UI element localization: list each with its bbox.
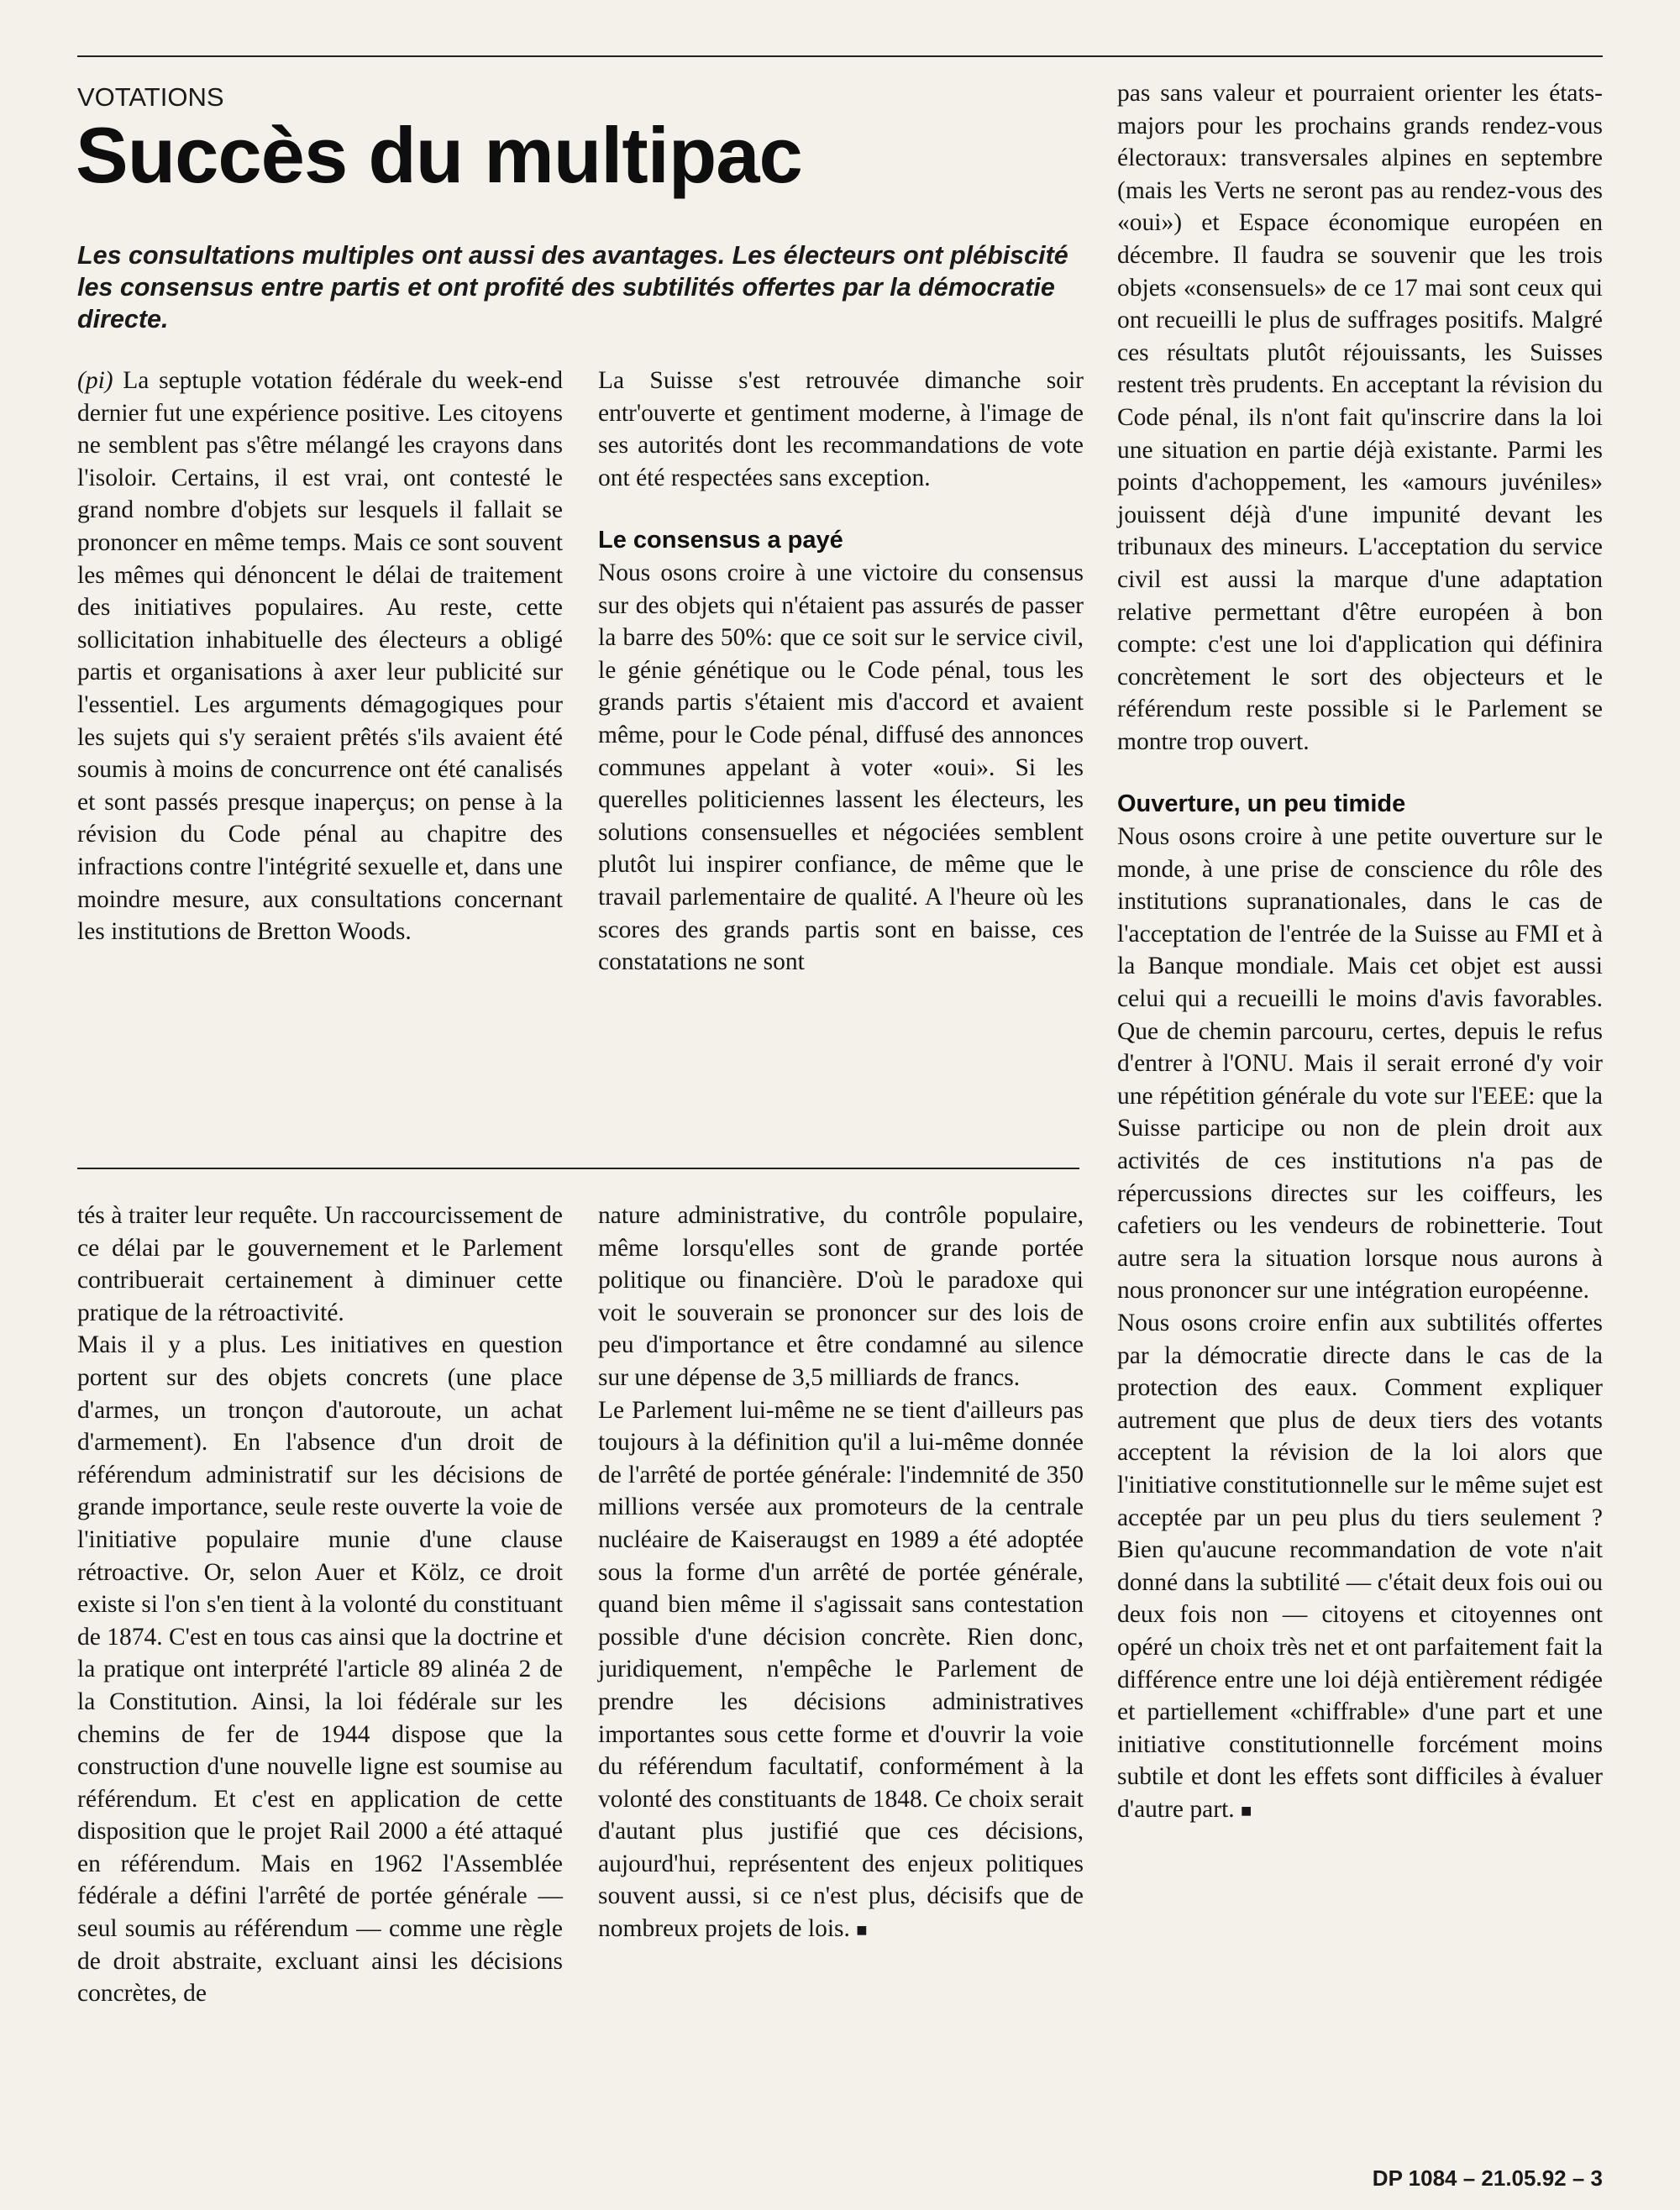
page-folio: DP 1084 – 21.05.92 – 3 xyxy=(1372,2165,1603,2191)
article-title: Succès du multipac xyxy=(76,111,802,199)
body-paragraph: nature administrative, du contrôle populaire, même lorsqu'elles sont de grande portée politique ou financière. D'où le paradoxe qui voit le souverain se prononcer sur des lois de peu d'importance et être condamné au silence sur une dépense de 3,5 milliards de francs. xyxy=(598,1202,1084,1391)
section-divider-rule xyxy=(77,1168,1079,1169)
body-paragraph: La Suisse s'est retrouvée dimanche soir entr'ouverte et gentiment moderne, à l'image de ses autorités dont les recommandations de vote ont été respectées sans exception. xyxy=(598,367,1084,491)
subheading-ouverture: Ouverture, un peu timide xyxy=(1117,790,1406,818)
right-column xyxy=(1117,77,1603,1827)
body-paragraph: pas sans valeur et pourraient orienter les états-majors pour les prochains grands rendez-vous électoraux: transversales alpines en septembre (mais les Verts ne seront pas au rendez-vous des «oui») et Espace économique européen en décembre. Il faudra se souvenir que les trois objets «consensuels» de ce 17 mai sont ceux qui ont recueilli le plus de suffrages positifs. Malgré ces résultats plutôt réjouissants, les Suisses restent très prudents. En acceptant la révision du Code pénal, ils n'ont fait qu'inscrire dans la loi une situation en partie déjà existante. Parmi les points d'achoppement, les «amours juvéniles» jouissent déjà d'une impunité devant les tribunaux des mineurs. L'acceptation du service civil est aussi la marque d'une adaptation relative permettant d'être européen à bon compte: c'est une loi d'application qui définira concrètement le sort des objecteurs et le référendum reste possible si le Parlement se montre trop ouvert. xyxy=(1117,80,1603,755)
body-paragraph: Nous osons croire à une victoire du consensus sur des objets qui n'étaient pas assurés de passer la barre des 50%: que ce soit sur le service civil, le génie génétique ou le Code pénal, tous les grands partis s'étaient mis d'accord et avaient même, pour le Code pénal, diffusé des annonces communes appelant à voter «oui». Si les querelles politiciennes lassent les électeurs, les solutions consensuelles et négociées semblent plutôt lui inspirer confiance, de même que le travail parlementaire de qualité. A l'heure où les scores des grands partis sont en baisse, ces constatations ne sont xyxy=(598,559,1084,976)
top-column-1 xyxy=(77,365,563,948)
end-of-article-mark: ■ xyxy=(856,1919,868,1941)
article-lead: Les consultations multiples ont aussi des avantages. Les électeurs ont plébiscité les consensus entre partis et ont profité des subtilités offertes par la démocratie directe. xyxy=(77,241,1068,333)
subheading-consensus: Le consensus a payé xyxy=(598,527,843,554)
body-paragraph: tés à traiter leur requête. Un raccourcissement de ce délai par le gouvernement et le Parlement contribuerait certainement à diminuer cette pratique de la rétroactivité. xyxy=(77,1202,563,1326)
bottom-column-1 xyxy=(77,1199,563,2010)
author-initials: (pi) xyxy=(77,367,113,394)
body-paragraph: Nous osons croire à une petite ouverture sur le monde, à une prise de conscience du rôle des institutions supranationales, dans le cas de l'acceptation de l'entrée de la Suisse au FMI et à la Banque mondiale. Mais cet objet est aussi celui qui a recueilli le moins d'avis favorables. Que de chemin parcouru, certes, depuis le refus d'entrer à l'ONU. Mais il serait erroné d'y voir une répétition générale du vote sur l'EEE: que la Suisse participe ou non de plein droit aux activités de ces institutions n'a pas de répercussions directes sur les coiffeurs, les cafetiers ou les vendeurs de robinetterie. Tout autre sera la situation lorsque nous aurons à nous prononcer sur une intégration européenne. xyxy=(1117,823,1603,1304)
top-rule xyxy=(77,55,1603,57)
body-paragraph: Mais il y a plus. Les initiatives en question portent sur des objets concrets (une place d'armes, un tronçon d'autoroute, un achat d'armement). En l'absence d'un droit de référendum administratif sur les décisions de grande importance, seule reste ouverte la voie de l'initiative populaire munie d'une clause rétroactive. Or, selon Auer et Kölz, ce droit existe si l'on s'en tient à la volonté du constituant de 1874. C'est en tous cas ainsi que la doctrine et la pratique ont interprété l'article 89 alinéa 2 de la Constitution. Ainsi, la loi fédérale sur les chemins de fer de 1944 dispose que la construction d'une nouvelle ligne est soumise au référendum. Et c'est en application de cette disposition que le projet Rail 2000 a été attaqué en référendum. Mais en 1962 l'Assemblée fédérale a défini l'arrêté de portée générale — seul soumis au référendum — comme une règle de droit abstraite, excluant ainsi les décisions concrètes, de xyxy=(77,1331,563,2008)
top-column-2 xyxy=(598,365,1084,979)
body-paragraph: (pi) La septuple votation fédérale du week-end dernier fut une expérience positive. Les citoyens ne semblent pas s'être mélangé les crayons dans l'isoloir. Certains, il est vrai, ont contesté le grand nombre d'objets sur lesquels il fallait se prononcer en même temps. Mais ce sont souvent les mêmes qui dénoncent le délai de traitement des initiatives populaires. Au reste, cette sollicitation inhabituelle des électeurs a obligé partis et organisations à axer leur publicité sur l'essentiel. Les arguments démagogiques pour les sujets qui s'y seraient prêtés s'ils avaient été soumis à moins de concurrence ont été canalisés et sont passés presque inaperçus; on pense à la révision du Code pénal au chapitre des infractions contre l'intégrité sexuelle et, dans une moindre mesure, aux consultations concernant les institutions de Bretton Woods. xyxy=(77,367,563,946)
rubric-label: VOTATIONS xyxy=(77,82,224,112)
bottom-column-2 xyxy=(598,1199,1084,1947)
end-of-article-mark: ■ xyxy=(1241,1799,1252,1821)
body-paragraph: Le Parlement lui-même ne se tient d'ailleurs pas toujours à la définition qu'il a lui-même donnée de l'arrêté de portée générale: l'indemnité de 350 millions versée aux promoteurs de la centrale nucléaire de Kaiseraugst en 1989 a été adoptée sous la forme d'un arrêté de portée générale, quand bien même il s'agissait sans contestation possible d'une décision concrète. Rien donc, juridiquement, n'empêche le Parlement de prendre les décisions administratives importantes sous cette forme et d'ouvrir la voie du référendum facultatif, conformément à la volonté des constituants de 1848. Ce choix serait d'autant plus justifié que ces décisions, aujourd'hui, représentent des enjeux politiques souvent aussi, si ce n'est plus, décisifs que de nombreux projets de lois. ■ xyxy=(598,1396,1084,1943)
body-paragraph: Nous osons croire enfin aux subtilités offertes par la démocratie directe dans le cas de la protection des eaux. Comment expliquer autrement que plus de deux tiers des votants acceptent la révision de la loi alors que l'initiative constitutionnelle sur le même sujet est acceptée par un peu plus du tiers seulement ? Bien qu'aucune recommandation de vote n'ait donné dans la subtilité — c'était deux fois oui ou deux fois non — citoyens et citoyennes ont opéré un choix très net et ont parfaitement fait la différence entre une loi déjà entièrement rédigée et partiellement «chiffrable» d'une part et une initiative constitutionnelle forcément moins subtile et dont les effets sont difficiles à évaluer d'autre part. ■ xyxy=(1117,1309,1603,1823)
